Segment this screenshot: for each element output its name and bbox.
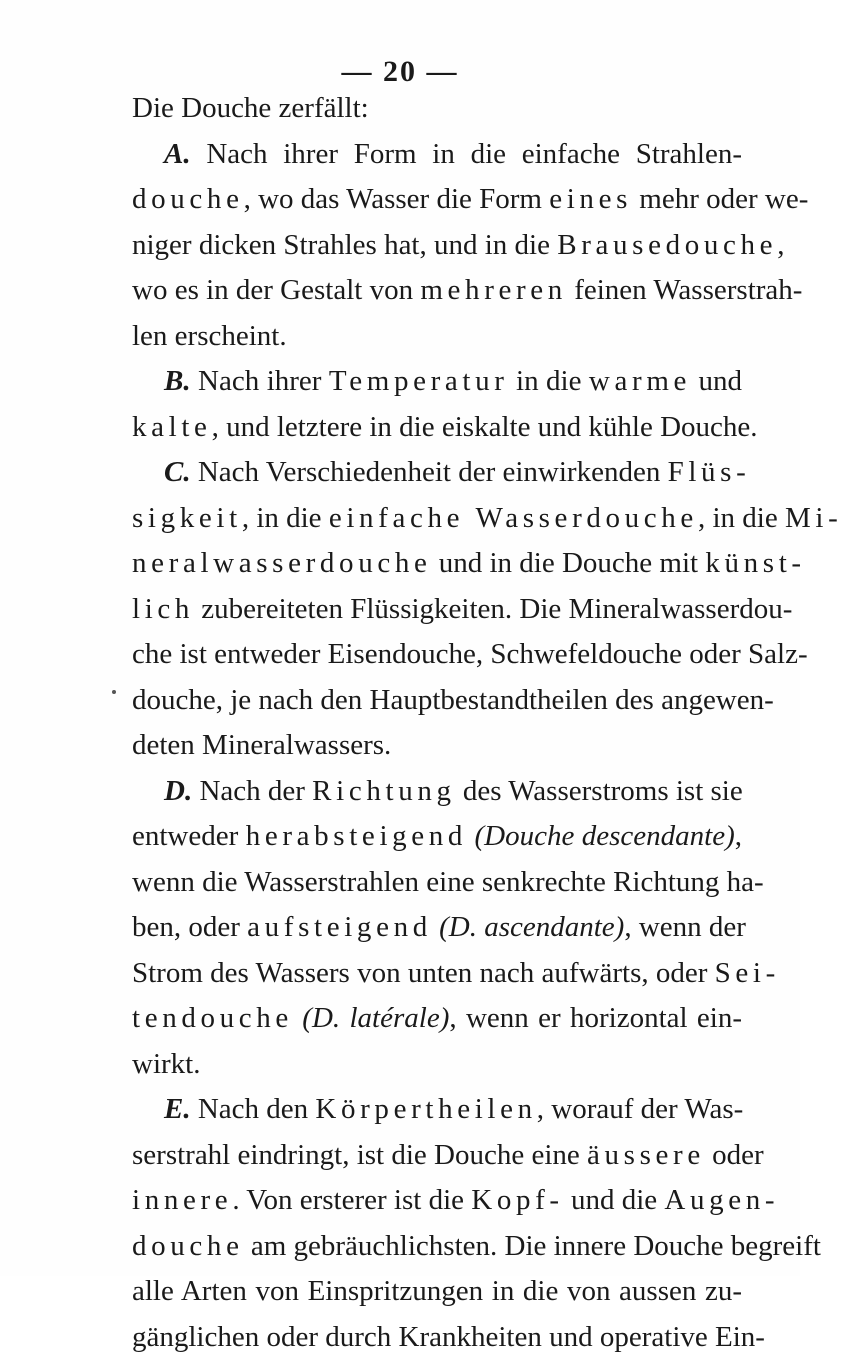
- text-span: Strom des Wassers von unten nach aufwärts, oder: [132, 957, 715, 989]
- section-letter-c: C.: [164, 456, 191, 488]
- text-span: ,: [735, 820, 742, 852]
- text-span: mehr oder we-: [632, 183, 808, 215]
- margin-speck: [112, 690, 116, 694]
- text-span: ,: [777, 229, 784, 261]
- emphasis-span: mehreren: [420, 274, 567, 306]
- text-line: [132, 496, 742, 542]
- text-span: . Von ersterer ist die: [232, 1184, 471, 1216]
- text-line: [132, 132, 742, 178]
- text-line: [132, 632, 742, 678]
- text-span: len erscheint.: [132, 320, 287, 352]
- emphasis-span: innere: [132, 1184, 232, 1216]
- text-line: [132, 405, 742, 451]
- emphasis-span: kalte: [132, 411, 212, 443]
- text-line: [132, 678, 742, 724]
- text-span: che ist entweder Eisendouche, Schwefeldouche oder Salz-: [132, 638, 808, 670]
- text-span: wirkt.: [132, 1048, 200, 1080]
- text-line: [132, 723, 742, 769]
- text-span: douche, je nach den Hauptbestandtheilen des angewen-: [132, 684, 774, 716]
- page-number: — 20 —: [0, 56, 800, 88]
- text-span: [293, 1002, 302, 1034]
- italic-term: (Douche descendante): [475, 820, 735, 852]
- section-letter-b: B.: [164, 365, 191, 397]
- emphasis-span: Brausedouche: [557, 229, 777, 261]
- emphasis-span: Körpertheilen: [315, 1093, 536, 1125]
- text-span: oder: [705, 1139, 764, 1171]
- text-line: [132, 223, 742, 269]
- emphasis-span: Flüs-: [668, 456, 751, 488]
- emphasis-span: Augen-: [664, 1184, 779, 1216]
- emphasis-span: sigkeit: [132, 502, 242, 534]
- emphasis-span: lich: [132, 593, 194, 625]
- text-span: [467, 820, 474, 852]
- section-letter-e: E.: [164, 1093, 191, 1125]
- text-span: Nach Verschiedenheit der einwirkenden: [191, 456, 668, 488]
- text-line: [132, 1087, 742, 1133]
- emphasis-span: eines: [549, 183, 632, 215]
- text-line: [132, 1315, 742, 1360]
- emphasis-span: Kopf-: [471, 1184, 563, 1216]
- emphasis-span: einfache Wasserdouche: [329, 502, 698, 534]
- emphasis-span: Mi-: [785, 502, 842, 534]
- text-span: und in die Douche mit: [432, 547, 706, 579]
- text-line: [132, 86, 742, 132]
- text-line: [132, 1178, 742, 1224]
- emphasis-span: tendouche: [132, 1002, 293, 1034]
- section-letter-a: A.: [164, 138, 191, 170]
- text-span: gänglichen oder durch Krankheiten und operative Ein-: [132, 1321, 765, 1353]
- text-span: , worauf der Was-: [537, 1093, 744, 1125]
- text-span: wenn die Wasserstrahlen eine senkrechte Richtung ha-: [132, 866, 764, 898]
- text-span: zubereiteten Flüssigkeiten. Die Mineralwasserdou-: [194, 593, 792, 625]
- text-span: entweder: [132, 820, 246, 852]
- text-line: [132, 814, 742, 860]
- text-line: [132, 905, 742, 951]
- text-span: des Wasserstroms ist sie: [456, 775, 743, 807]
- text-line: [132, 541, 742, 587]
- emphasis-span: künst-: [705, 547, 805, 579]
- emphasis-span: herabsteigend: [246, 820, 467, 852]
- text-span: am gebräuchlichsten. Die innere Douche begreift: [244, 1230, 821, 1262]
- text-span: , wo das Wasser die Form: [244, 183, 550, 215]
- text-span: serstrahl eindringt, ist die Douche eine: [132, 1139, 587, 1171]
- text-span: , wenn er horizontal ein-: [449, 1002, 742, 1034]
- text-span: Nach der: [192, 775, 312, 807]
- text-span: niger dicken Strahles hat, und in die: [132, 229, 557, 261]
- text-span: , wenn der: [624, 911, 746, 943]
- text-span: Nach ihrer Form in die einfache Strahlen-: [191, 138, 742, 170]
- text-line: [132, 996, 742, 1042]
- text-line: [132, 1133, 742, 1179]
- emphasis-span: douche: [132, 183, 244, 215]
- italic-term: (D. latérale): [302, 1002, 449, 1034]
- text-span: in die: [509, 365, 589, 397]
- body-text: [132, 86, 742, 1360]
- text-line: [132, 769, 742, 815]
- text-span: alle Arten von Einspritzungen in die von aussen zu-: [132, 1275, 742, 1307]
- text-line: [132, 1042, 742, 1088]
- text-line: [132, 1224, 742, 1270]
- emphasis-span: aufsteigend: [247, 911, 432, 943]
- italic-term: (D. ascendante): [439, 911, 624, 943]
- emphasis-span: äussere: [587, 1139, 705, 1171]
- text-span: , in die: [242, 502, 329, 534]
- text-line: [132, 268, 742, 314]
- emphasis-span: warme: [589, 365, 691, 397]
- emphasis-span: Richtung: [312, 775, 455, 807]
- text-line: [132, 359, 742, 405]
- text-span: deten Mineralwassers.: [132, 729, 391, 761]
- text-line: [132, 450, 742, 496]
- text-span: Nach den: [191, 1093, 316, 1125]
- emphasis-span: douche: [132, 1230, 244, 1262]
- text-span: Nach ihrer: [191, 365, 329, 397]
- text-span: wo es in der Gestalt von: [132, 274, 420, 306]
- text-line: [132, 314, 742, 360]
- text-span: , und letztere in die eiskalte und kühle Douche.: [212, 411, 758, 443]
- intro-sentence: Die Douche zerfällt:: [132, 92, 369, 124]
- text-span: feinen Wasserstrah-: [567, 274, 802, 306]
- text-line: [132, 177, 742, 223]
- emphasis-span: Temperatur: [329, 365, 509, 397]
- text-span: und: [691, 365, 742, 397]
- emphasis-span: Sei-: [715, 957, 780, 989]
- text-line: [132, 951, 742, 997]
- emphasis-span: neralwasserdouche: [132, 547, 432, 579]
- text-span: , in die: [698, 502, 785, 534]
- text-span: ben, oder: [132, 911, 247, 943]
- text-line: [132, 860, 742, 906]
- text-line: [132, 587, 742, 633]
- text-span: und die: [564, 1184, 665, 1216]
- text-line: [132, 1269, 742, 1315]
- section-letter-d: D.: [164, 775, 192, 807]
